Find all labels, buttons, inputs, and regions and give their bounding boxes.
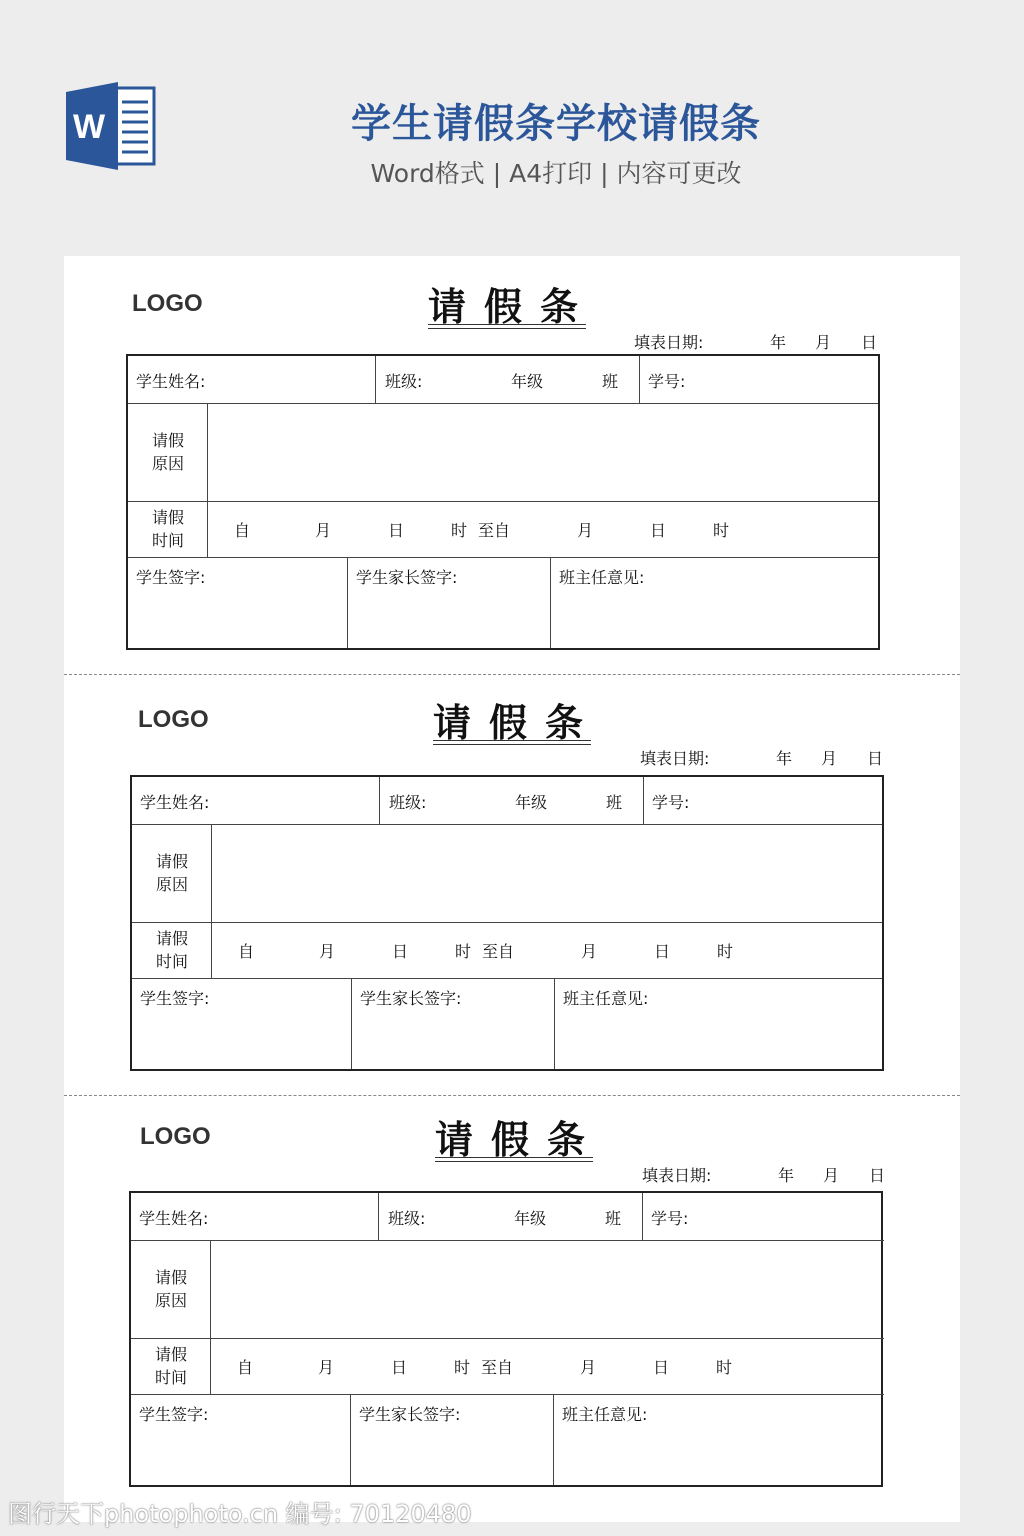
logo: LOGO — [132, 290, 203, 317]
year-label: 年 — [770, 333, 787, 352]
reason-input[interactable] — [213, 1243, 877, 1335]
student-name-field[interactable]: 学生姓名: — [139, 1209, 209, 1228]
day-label: 日 — [388, 521, 405, 540]
teacher-opinion-field[interactable]: 班主任意见: — [562, 1405, 648, 1424]
day-label: 日 — [654, 942, 671, 961]
class-field[interactable]: 班级: — [389, 793, 427, 812]
time-label: 请假 时间 — [154, 1345, 187, 1387]
teacher-opinion-field[interactable]: 班主任意见: — [559, 568, 645, 587]
leave-form — [129, 1191, 883, 1487]
title-underline — [428, 328, 586, 329]
hour-label: 时 — [455, 942, 472, 961]
time-label: 请假 时间 — [155, 929, 188, 971]
student-no-field[interactable]: 学号: — [651, 1209, 689, 1228]
grade-label: 年级 — [515, 793, 548, 812]
hour-label: 时 — [454, 1358, 471, 1377]
month-label: 月 — [580, 1358, 597, 1377]
page-title: 学生请假条学校请假条 — [351, 101, 761, 147]
student-sign-field[interactable]: 学生签字: — [139, 1405, 209, 1424]
month-label: 月 — [319, 942, 336, 961]
class-suffix-label: 班 — [602, 372, 619, 391]
day-label: 日 — [391, 1358, 408, 1377]
parent-sign-field[interactable]: 学生家长签字: — [360, 989, 462, 1008]
logo: LOGO — [138, 706, 209, 733]
fill-date-label: 填表日期: — [634, 333, 704, 352]
leave-slip-3 — [64, 1095, 960, 1505]
student-sign-field[interactable]: 学生签字: — [140, 989, 210, 1008]
month-label: 月 — [315, 521, 332, 540]
month-label: 月 — [815, 333, 832, 352]
title-underline — [435, 1161, 593, 1162]
leave-form — [130, 775, 884, 1071]
fill-date-label: 填表日期: — [640, 749, 710, 768]
hour-label: 时 — [716, 1358, 733, 1377]
year-label: 年 — [778, 1166, 795, 1185]
day-label: 日 — [650, 521, 667, 540]
month-label: 月 — [577, 521, 594, 540]
month-label: 月 — [823, 1166, 840, 1185]
day-label: 日 — [653, 1358, 670, 1377]
year-label: 年 — [776, 749, 793, 768]
title-underline — [435, 1157, 593, 1158]
day-label: 日 — [392, 942, 409, 961]
reason-label: 请假 原因 — [155, 852, 188, 894]
hour-label: 时 — [717, 942, 734, 961]
teacher-opinion-field[interactable]: 班主任意见: — [563, 989, 649, 1008]
class-suffix-label: 班 — [606, 793, 623, 812]
month-label: 月 — [821, 749, 838, 768]
reason-input[interactable] — [210, 406, 874, 498]
student-no-field[interactable]: 学号: — [648, 372, 686, 391]
class-field[interactable]: 班级: — [385, 372, 423, 391]
grade-label: 年级 — [514, 1209, 547, 1228]
to-from-label: 至自 — [482, 942, 515, 961]
day-label: 日 — [861, 333, 878, 352]
watermark: 图行天下photophoto.cn 编号: 70120480 — [8, 1500, 472, 1528]
hour-label: 时 — [451, 521, 468, 540]
fill-date-label: 填表日期: — [642, 1166, 712, 1185]
student-name-field[interactable]: 学生姓名: — [140, 793, 210, 812]
header — [0, 0, 1024, 256]
reason-label: 请假 原因 — [154, 1268, 187, 1310]
time-label: 请假 时间 — [151, 508, 184, 550]
from-label: 自 — [238, 942, 255, 961]
parent-sign-field[interactable]: 学生家长签字: — [356, 568, 458, 587]
leave-slip-2 — [64, 674, 960, 1084]
slip-title: 请假条 — [435, 1117, 604, 1162]
student-name-field[interactable]: 学生姓名: — [136, 372, 206, 391]
student-no-field[interactable]: 学号: — [652, 793, 690, 812]
parent-sign-field[interactable]: 学生家长签字: — [359, 1405, 461, 1424]
word-icon — [66, 82, 156, 170]
logo: LOGO — [140, 1123, 211, 1150]
class-field[interactable]: 班级: — [388, 1209, 426, 1228]
hour-label: 时 — [713, 521, 730, 540]
grade-label: 年级 — [511, 372, 544, 391]
title-underline — [433, 740, 591, 741]
student-sign-field[interactable]: 学生签字: — [136, 568, 206, 587]
day-label: 日 — [869, 1166, 886, 1185]
title-underline — [433, 744, 591, 745]
leave-form — [126, 354, 880, 650]
leave-slip-1 — [64, 256, 960, 666]
from-label: 自 — [234, 521, 251, 540]
title-underline — [428, 324, 586, 325]
to-from-label: 至自 — [481, 1358, 514, 1377]
slip-title: 请假条 — [428, 284, 597, 329]
month-label: 月 — [581, 942, 598, 961]
reason-label: 请假 原因 — [151, 431, 184, 473]
reason-input[interactable] — [214, 827, 878, 919]
from-label: 自 — [237, 1358, 254, 1377]
class-suffix-label: 班 — [605, 1209, 622, 1228]
document-sheet — [64, 256, 960, 1522]
page-subtitle: Word格式 | A4打印 | 内容可更改 — [370, 159, 742, 188]
slip-title: 请假条 — [433, 700, 602, 745]
svg-text:W: W — [72, 108, 106, 146]
day-label: 日 — [867, 749, 884, 768]
to-from-label: 至自 — [478, 521, 511, 540]
month-label: 月 — [318, 1358, 335, 1377]
